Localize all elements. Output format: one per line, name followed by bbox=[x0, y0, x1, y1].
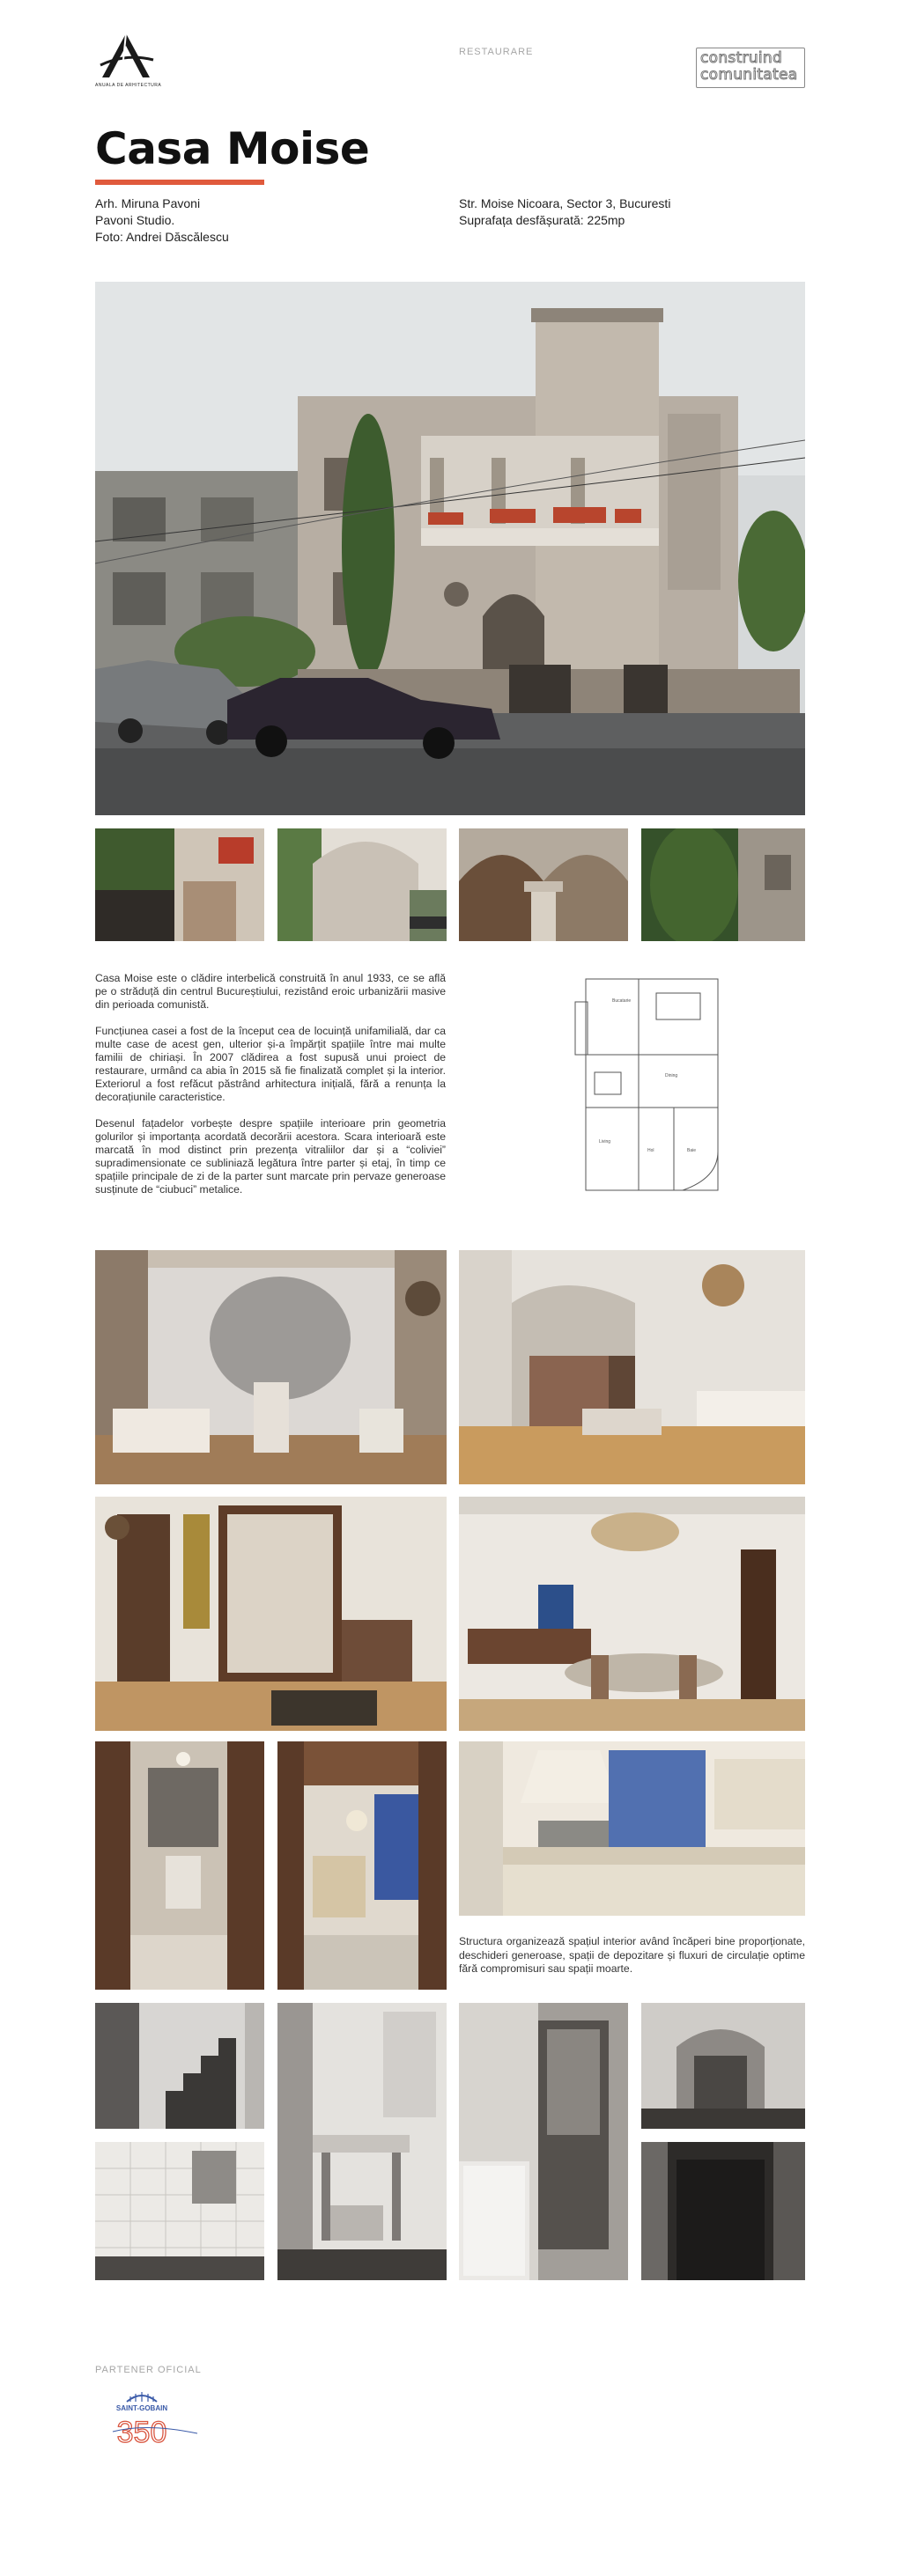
plan-label-kitchen: Bucatarie bbox=[612, 998, 632, 1004]
restoration-photo-bathroom-tiles bbox=[95, 2142, 264, 2280]
plan-label-hall: Hol bbox=[647, 1148, 654, 1153]
yearbook-logo bbox=[95, 30, 162, 93]
plan-label-dining: Dining bbox=[665, 1073, 678, 1078]
description-paragraph-2: Funcțiunea casei a fost de la început cea de locuință unifamilială, dar ca multe case de acest gen, ulterior și-a împărțit spațiile între mai multe familii de chiriași. În 2007 clădirea a fost supusă unui proiect de restaurare, urmând ca abia în 2015 să fie finalizată complet și la interior. Exteriorul a fost refăcut păstrând arhitectura inițială, fără a renunța la decorațiunile caracteristice. bbox=[95, 1025, 446, 1103]
restoration-photo-old-kitchen bbox=[277, 2003, 447, 2280]
interior-photo-kitchen bbox=[459, 1741, 805, 1916]
detail-photo-arch bbox=[277, 828, 447, 941]
address: Str. Moise Nicoara, Sector 3, Bucuresti bbox=[459, 196, 671, 210]
detail-photo-gate bbox=[95, 828, 264, 941]
restoration-photo-stairs bbox=[95, 2003, 264, 2129]
restoration-photo-dark-doorway bbox=[641, 2142, 805, 2280]
construind-comunitatea-logo bbox=[696, 48, 805, 88]
brand-name: SAINT-GOBAIN bbox=[115, 2404, 168, 2412]
architect: Arh. Miruna Pavoni bbox=[95, 196, 201, 210]
title-underline bbox=[95, 180, 264, 185]
interior-caption: Structura organizează spațiul interior având încăperi bine proporționate, deschideri generoase, spații de depozitare și fluxuri de circulație optime fără compromisuri sau spații moarte. bbox=[459, 1935, 805, 1975]
logo-line-2: comunitatea bbox=[700, 66, 798, 84]
plan-label-living: Living bbox=[599, 1139, 611, 1144]
photo-credit: Foto: Andrei Dăscălescu bbox=[95, 230, 229, 244]
description-paragraph-3: Desenul fațadelor vorbește despre spațiile interioare prin geometria golurilor și importanța acordată decorării acestora. Scara interioară este marcată în mod distinct prin prezența vitraliilor dar și a “coliviei” supradimensionate ce subliniază legătura între parter și etaj, în timp ce spațiile principale de zi de la parter sunt marcate prin pervaze generoase susținute de “ciubuci” metalice. bbox=[95, 1117, 446, 1196]
section-label: RESTAURARE bbox=[459, 47, 534, 57]
interior-photo-living-staircase bbox=[459, 1250, 805, 1484]
partner-label: PARTENER OFICIAL bbox=[95, 2365, 202, 2375]
anniversary-number: 350 bbox=[116, 2416, 167, 2449]
page-title: Casa Moise bbox=[95, 123, 370, 174]
logo-text: ANUALA DE ARHITECTURA bbox=[95, 83, 162, 88]
detail-photo-tree bbox=[641, 828, 805, 941]
restoration-photo-fridge-door bbox=[459, 2003, 628, 2280]
credits bbox=[95, 195, 229, 246]
interior-photo-kitchen-door bbox=[277, 1741, 447, 1990]
interior-photo-bathroom bbox=[95, 1741, 264, 1990]
surface-area: Suprafața desfășurată: 225mp bbox=[459, 213, 625, 227]
studio: Pavoni Studio. bbox=[95, 213, 175, 227]
interior-photo-hallway-doors bbox=[95, 1497, 447, 1731]
description-paragraph-1: Casa Moise este o clădire interbelică construită în anul 1933, ce se află pe o străduță din centrul Bucureștiului, rezistând eroic urbanizării masive din perioada comunistă. bbox=[95, 972, 446, 1011]
restoration-photo-arch-room bbox=[641, 2003, 805, 2129]
architecture-a-icon bbox=[95, 30, 157, 81]
interior-photo-living-mural bbox=[95, 1250, 447, 1484]
project-info bbox=[459, 195, 670, 229]
logo-line-1: construind bbox=[700, 49, 783, 67]
detail-photo-column bbox=[459, 828, 628, 941]
interior-photo-dining bbox=[459, 1497, 805, 1731]
saint-gobain-logo bbox=[111, 2388, 199, 2449]
hero-exterior-photo bbox=[95, 282, 805, 815]
plan-label-bath: Baie bbox=[687, 1148, 697, 1153]
project-description bbox=[95, 972, 446, 1210]
floor-plan-drawing bbox=[568, 975, 722, 1198]
